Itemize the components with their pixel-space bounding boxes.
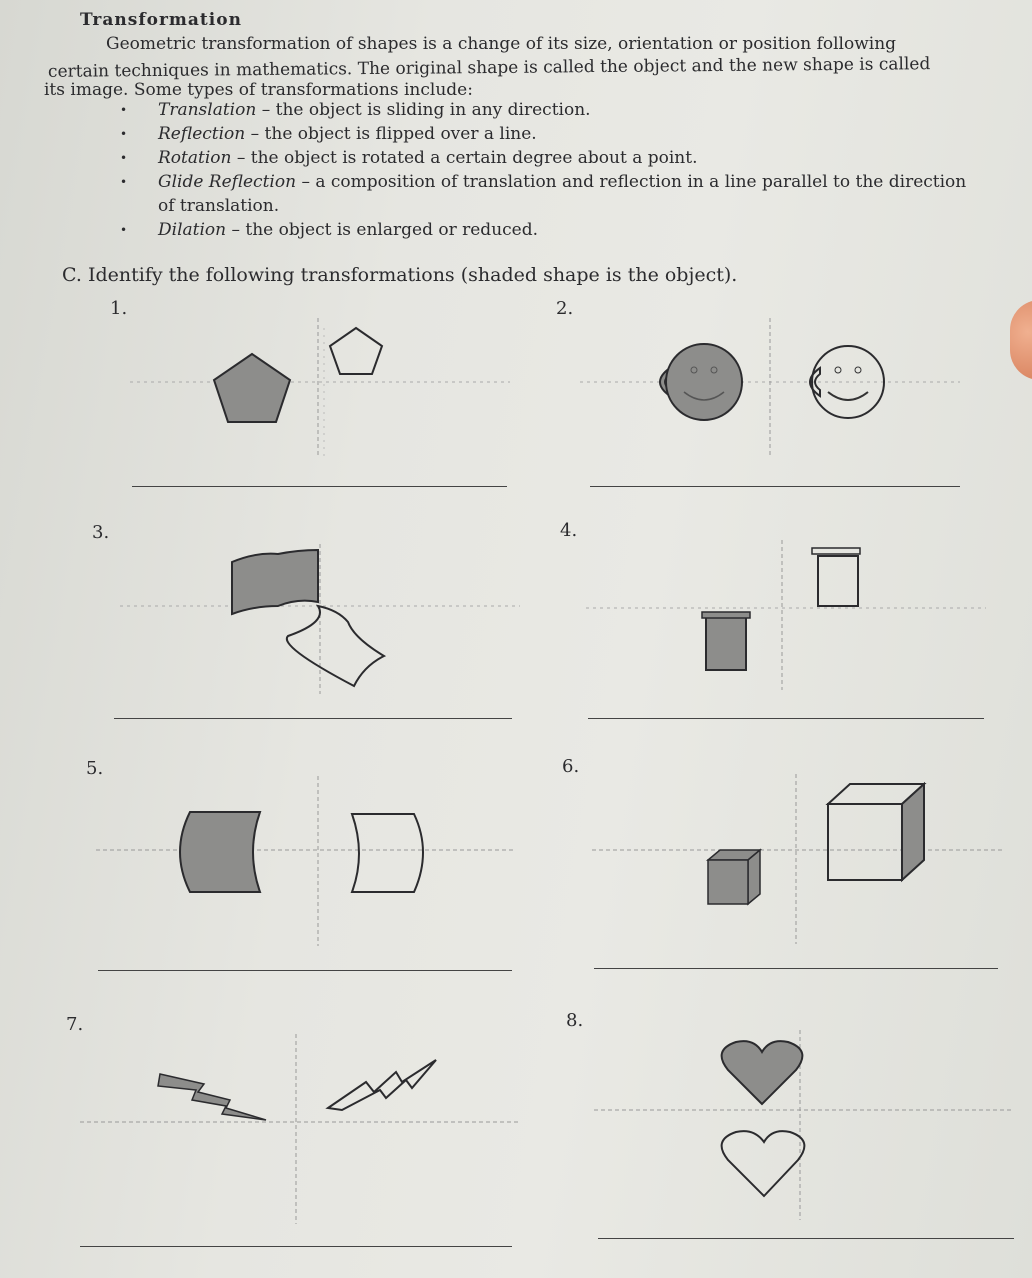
shaded-smiley-object (666, 344, 742, 420)
item-number-6: 6. (562, 756, 580, 777)
figure-6 (592, 774, 1002, 954)
type-term: Dilation (158, 220, 227, 240)
answer-line-2[interactable] (590, 486, 960, 487)
type-desc: – the object is flipped over a line. (245, 124, 537, 144)
shaded-rectangle-object (706, 616, 746, 670)
figure-8 (594, 1030, 1014, 1230)
answer-line-1[interactable] (132, 486, 507, 487)
shaded-rectangle-tab (702, 612, 750, 618)
figure-2 (580, 318, 960, 468)
type-term: Rotation (158, 148, 232, 168)
section-letter: C. (62, 264, 82, 286)
type-translation (120, 98, 988, 122)
mouth (828, 392, 868, 400)
shaded-cube-side (748, 850, 760, 904)
bolt-image (328, 1060, 436, 1110)
transformation-types-list (120, 98, 988, 242)
figure-5 (96, 776, 516, 956)
figure-7 (80, 1034, 520, 1234)
type-desc: – the object is enlarged or reduced. (226, 220, 539, 240)
item-number-8: 8. (566, 1010, 584, 1031)
cube-image-side (902, 784, 924, 880)
answer-line-4[interactable] (588, 718, 984, 719)
answer-line-8[interactable] (598, 1238, 1014, 1239)
eye (855, 367, 861, 373)
page-title: Transformation (80, 10, 242, 30)
figure-3 (120, 544, 520, 704)
section-c-heading (62, 264, 737, 286)
item-number-7: 7. (66, 1014, 84, 1035)
answer-line-3[interactable] (114, 718, 512, 719)
eye (835, 367, 841, 373)
shaded-heart-object (722, 1041, 803, 1104)
rectangle-image-tab (812, 548, 860, 554)
intro-line-1: Geometric transformation of shapes is a change of its size, orientation or position following (106, 34, 897, 54)
type-desc: – a composition of translation and reflection in a line parallel to the direction of translation. (158, 172, 967, 216)
item-number-5: 5. (86, 758, 104, 779)
item-number-1: 1. (110, 298, 128, 319)
section-instruction: Identify the following transformations (shaded shape is the object). (87, 264, 738, 286)
pentagon-image (330, 328, 382, 374)
cube-image (828, 804, 902, 880)
intro-line-3: its image. Some types of transformations include: (44, 80, 473, 100)
type-desc: – the object is rotated a certain degree about a point. (231, 148, 698, 168)
type-term: Glide Reflection (158, 172, 297, 192)
intro-line-2: certain techniques in mathematics. The original shape is called the object and the new shape is called (47, 54, 931, 82)
shape-image (352, 814, 423, 892)
item-number-3: 3. (92, 522, 110, 543)
shaded-shape-object (180, 812, 260, 892)
type-dilation (120, 218, 988, 242)
type-term: Reflection (158, 124, 246, 144)
answer-line-6[interactable] (594, 968, 998, 969)
shaded-cube-object (708, 860, 748, 904)
answer-line-7[interactable] (80, 1246, 512, 1247)
type-term: Translation (158, 100, 257, 120)
type-rotation (120, 146, 988, 170)
type-glide-reflection (120, 170, 988, 218)
shaded-bolt-object (158, 1074, 266, 1120)
type-reflection (120, 122, 988, 146)
answer-line-5[interactable] (98, 970, 512, 971)
figure-1 (130, 318, 510, 468)
type-desc: – the object is sliding in any direction. (256, 100, 591, 120)
rectangle-image (818, 556, 858, 606)
item-number-4: 4. (560, 520, 578, 541)
shaded-flag-object (232, 550, 318, 614)
figure-4 (586, 540, 986, 700)
flag-image (287, 606, 384, 686)
item-number-2: 2. (556, 298, 574, 319)
shaded-pentagon-object (214, 354, 290, 422)
heart-image (722, 1131, 805, 1196)
